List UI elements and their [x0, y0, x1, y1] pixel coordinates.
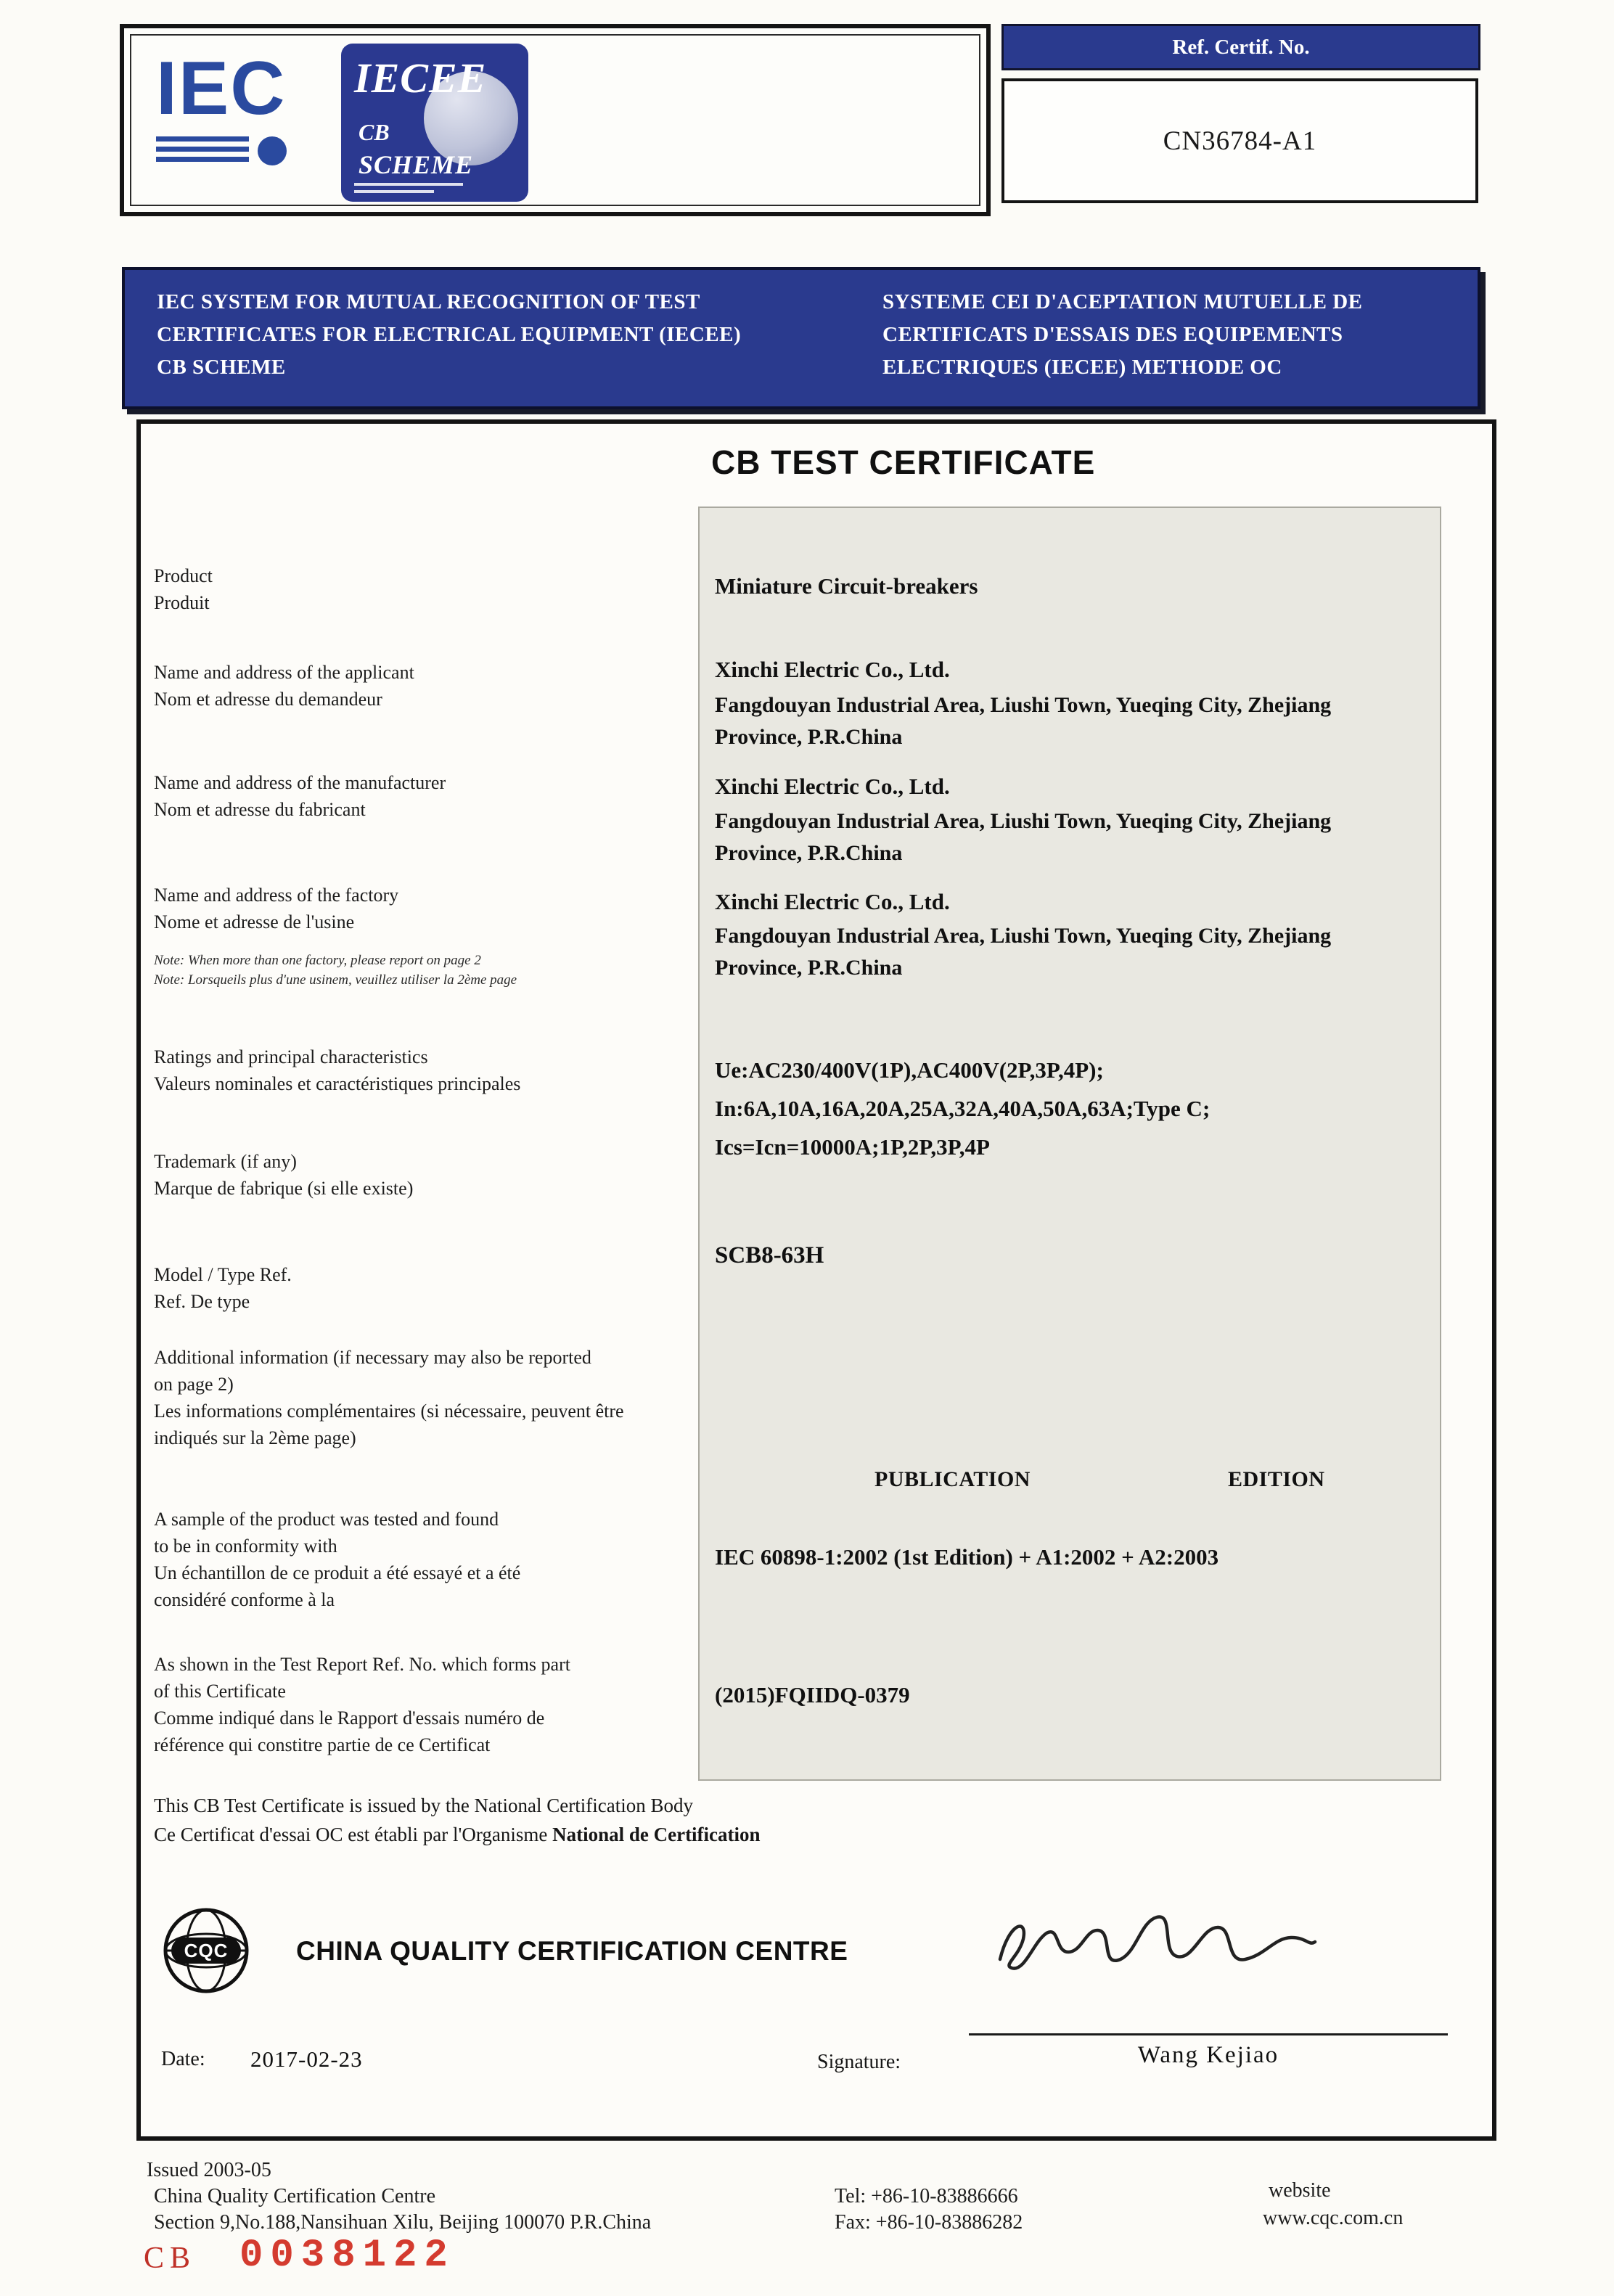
trademark-label-fr: Marque de fabrique (si elle existe) — [154, 1178, 414, 1199]
ratings-value-line1: Ue:AC230/400V(1P),AC400V(2P,3P,4P); — [715, 1057, 1104, 1083]
trademark-label — [154, 1148, 413, 1202]
iec-logo-ball — [258, 136, 287, 165]
manufacturer-label — [154, 769, 446, 823]
applicant-address-line1: Fangdouyan Industrial Area, Liushi Town, Yueqing City, Zhejiang — [715, 693, 1332, 717]
conformity-label-fr-line1: Un échantillon de ce produit a été essayé et a été — [154, 1562, 521, 1583]
manufacturer-name: Xinchi Electric Co., Ltd. — [715, 774, 950, 799]
footer-fax: Fax: +86-10-83886282 — [835, 2211, 1023, 2234]
cqc-logo — [161, 1906, 251, 1996]
banner-en-line3: CB SCHEME — [157, 356, 286, 379]
iec-logo-text: IEC — [156, 46, 287, 131]
factory-name: Xinchi Electric Co., Ltd. — [715, 889, 950, 914]
ratings-value-line3: Ics=Icn=10000A;1P,2P,3P,4P — [715, 1134, 990, 1160]
model-label-en: Model / Type Ref. — [154, 1264, 292, 1285]
footer-website-url: www.cqc.com.cn — [1263, 2207, 1404, 2229]
certificate-number-box — [1001, 78, 1478, 203]
test-report-value: (2015)FQIIDQ-0379 — [715, 1682, 910, 1707]
cb-stamp-label: CB — [144, 2242, 197, 2275]
additional-info-label — [154, 1344, 691, 1451]
edition-header: EDITION — [1228, 1467, 1325, 1491]
test-report-label-fr-line1: Comme indiqué dans le Rapport d'essais numéro de — [154, 1707, 545, 1729]
date-value: 2017-02-23 — [250, 2046, 363, 2072]
ratings-label-en: Ratings and principal characteristics — [154, 1046, 428, 1067]
iecee-logo-text: IECEE — [354, 54, 487, 102]
conformity-label-fr-line2: considéré conforme à la — [154, 1589, 335, 1610]
banner-en-line1: IEC SYSTEM FOR MUTUAL RECOGNITION OF TEST — [157, 290, 700, 313]
applicant-name: Xinchi Electric Co., Ltd. — [715, 657, 950, 682]
cqc-logo-text: CQC — [171, 1938, 241, 1964]
iecee-logo-cb-text: CB — [359, 119, 390, 145]
signatory-name: Wang Kejiao — [1137, 2042, 1279, 2068]
iecee-logo-stripe — [354, 190, 434, 193]
manufacturer-label-en: Name and address of the manufacturer — [154, 772, 446, 793]
ratings-label — [154, 1044, 520, 1097]
banner-french — [882, 286, 1362, 384]
applicant-label-en: Name and address of the applicant — [154, 662, 414, 683]
product-label-en: Product — [154, 565, 213, 586]
model-label — [154, 1261, 292, 1315]
test-report-label-en-line1: As shown in the Test Report Ref. No. which forms part — [154, 1654, 570, 1675]
applicant-label — [154, 659, 414, 713]
additional-info-fr-line2: indiqués sur la 2ème page) — [154, 1427, 356, 1448]
issuer-name: CHINA QUALITY CERTIFICATION CENTRE — [296, 1936, 848, 1966]
ref-certif-no-label: Ref. Certif. No. — [1172, 35, 1310, 59]
standard-value: IEC 60898-1:2002 (1st Edition) + A1:2002 + A2:2003 — [715, 1544, 1219, 1570]
banner-fr-line2: CERTIFICATS D'ESSAIS DES EQUIPEMENTS — [882, 323, 1343, 346]
model-label-fr: Ref. De type — [154, 1291, 250, 1312]
additional-info-fr-line1: Les informations complémentaires (si nécessaire, peuvent être — [154, 1401, 624, 1422]
issuing-statement — [154, 1791, 1388, 1849]
scheme-banner — [122, 267, 1480, 409]
issuing-statement-fr — [154, 1820, 1388, 1849]
factory-address-line2: Province, P.R.China — [715, 956, 903, 980]
factory-label — [154, 882, 398, 935]
serial-number-stamp: 0038122 — [239, 2234, 455, 2278]
iecee-logo-stripe — [354, 183, 463, 186]
conformity-label — [154, 1506, 520, 1613]
iecee-logo-scheme-text: SCHEME — [359, 150, 474, 179]
factory-note-en: Note: When more than one factory, please report on page 2 — [154, 953, 481, 968]
test-report-label — [154, 1651, 570, 1758]
additional-info-en-line1: Additional information (if necessary may also be reported — [154, 1347, 591, 1368]
footer-issued: Issued 2003-05 — [147, 2159, 271, 2181]
manufacturer-label-fr: Nom et adresse du fabricant — [154, 799, 366, 820]
additional-info-en-line2: on page 2) — [154, 1374, 234, 1395]
factory-address — [715, 920, 1441, 984]
signature-label: Signature: — [817, 2051, 901, 2073]
signature-line — [969, 2033, 1448, 2035]
applicant-label-fr: Nom et adresse du demandeur — [154, 689, 382, 710]
factory-label-fr: Nome et adresse de l'usine — [154, 911, 355, 932]
issuing-statement-fr-bold: National de Certification — [552, 1824, 761, 1845]
iec-logo — [156, 46, 330, 189]
ratings-value — [715, 1051, 1441, 1166]
iec-logo-line — [156, 157, 249, 162]
manufacturer-address-line1: Fangdouyan Industrial Area, Liushi Town, Yueqing City, Zhejiang — [715, 809, 1332, 833]
certificate-number: CN36784-A1 — [1163, 126, 1317, 156]
iec-logo-line — [156, 136, 249, 142]
applicant-address — [715, 689, 1441, 753]
footer-org: China Quality Certification Centre — [154, 2185, 436, 2207]
factory-note-fr: Note: Lorsqueils plus d'une usinem, veuillez utiliser la 2ème page — [154, 972, 517, 988]
test-report-label-en-line2: of this Certificate — [154, 1681, 286, 1702]
iecee-cb-scheme-logo — [341, 44, 528, 202]
banner-fr-line3: ELECTRIQUES (IECEE) METHODE OC — [882, 356, 1282, 379]
product-value: Miniature Circuit-breakers — [715, 573, 978, 599]
banner-en-line2: CERTIFICATES FOR ELECTRICAL EQUIPMENT (IECEE) — [157, 323, 742, 346]
factory-note — [154, 951, 517, 990]
footer-website-label: website — [1269, 2179, 1331, 2202]
iec-logo-line — [156, 147, 249, 152]
ratings-value-line2: In:6A,10A,16A,20A,25A,32A,40A,50A,63A;Type C; — [715, 1096, 1210, 1121]
model-value: SCB8-63H — [715, 1242, 824, 1268]
footer-address: Section 9,No.188,Nansihuan Xilu, Beijing 100070 P.R.China — [154, 2211, 652, 2234]
product-label — [154, 562, 213, 616]
publication-header: PUBLICATION — [874, 1467, 1031, 1491]
issuing-statement-fr-prefix: Ce Certificat d'essai OC est établi par l'Organisme — [154, 1824, 553, 1845]
conformity-label-en-line1: A sample of the product was tested and found — [154, 1509, 499, 1530]
manufacturer-address-line2: Province, P.R.China — [715, 841, 903, 865]
ratings-label-fr: Valeurs nominales et caractéristiques principales — [154, 1073, 521, 1094]
product-label-fr: Produit — [154, 592, 210, 613]
footer-tel: Tel: +86-10-83886666 — [835, 2185, 1018, 2207]
signature-handwriting — [987, 1895, 1321, 2001]
manufacturer-address — [715, 805, 1441, 869]
factory-label-en: Name and address of the factory — [154, 885, 399, 906]
banner-fr-line1: SYSTEME CEI D'ACEPTATION MUTUELLE DE — [882, 290, 1363, 313]
trademark-label-en: Trademark (if any) — [154, 1151, 297, 1172]
factory-address-line1: Fangdouyan Industrial Area, Liushi Town, Yueqing City, Zhejiang — [715, 924, 1332, 948]
certificate-title: CB TEST CERTIFICATE — [711, 443, 1096, 481]
banner-english — [157, 286, 741, 384]
ref-certif-no-header — [1001, 24, 1480, 70]
date-label: Date: — [161, 2048, 205, 2070]
conformity-label-en-line2: to be in conformity with — [154, 1536, 337, 1557]
test-report-label-fr-line2: référence qui constitre partie de ce Certificat — [154, 1734, 491, 1755]
applicant-address-line2: Province, P.R.China — [715, 725, 903, 749]
issuing-statement-en: This CB Test Certificate is issued by the National Certification Body — [154, 1795, 693, 1816]
